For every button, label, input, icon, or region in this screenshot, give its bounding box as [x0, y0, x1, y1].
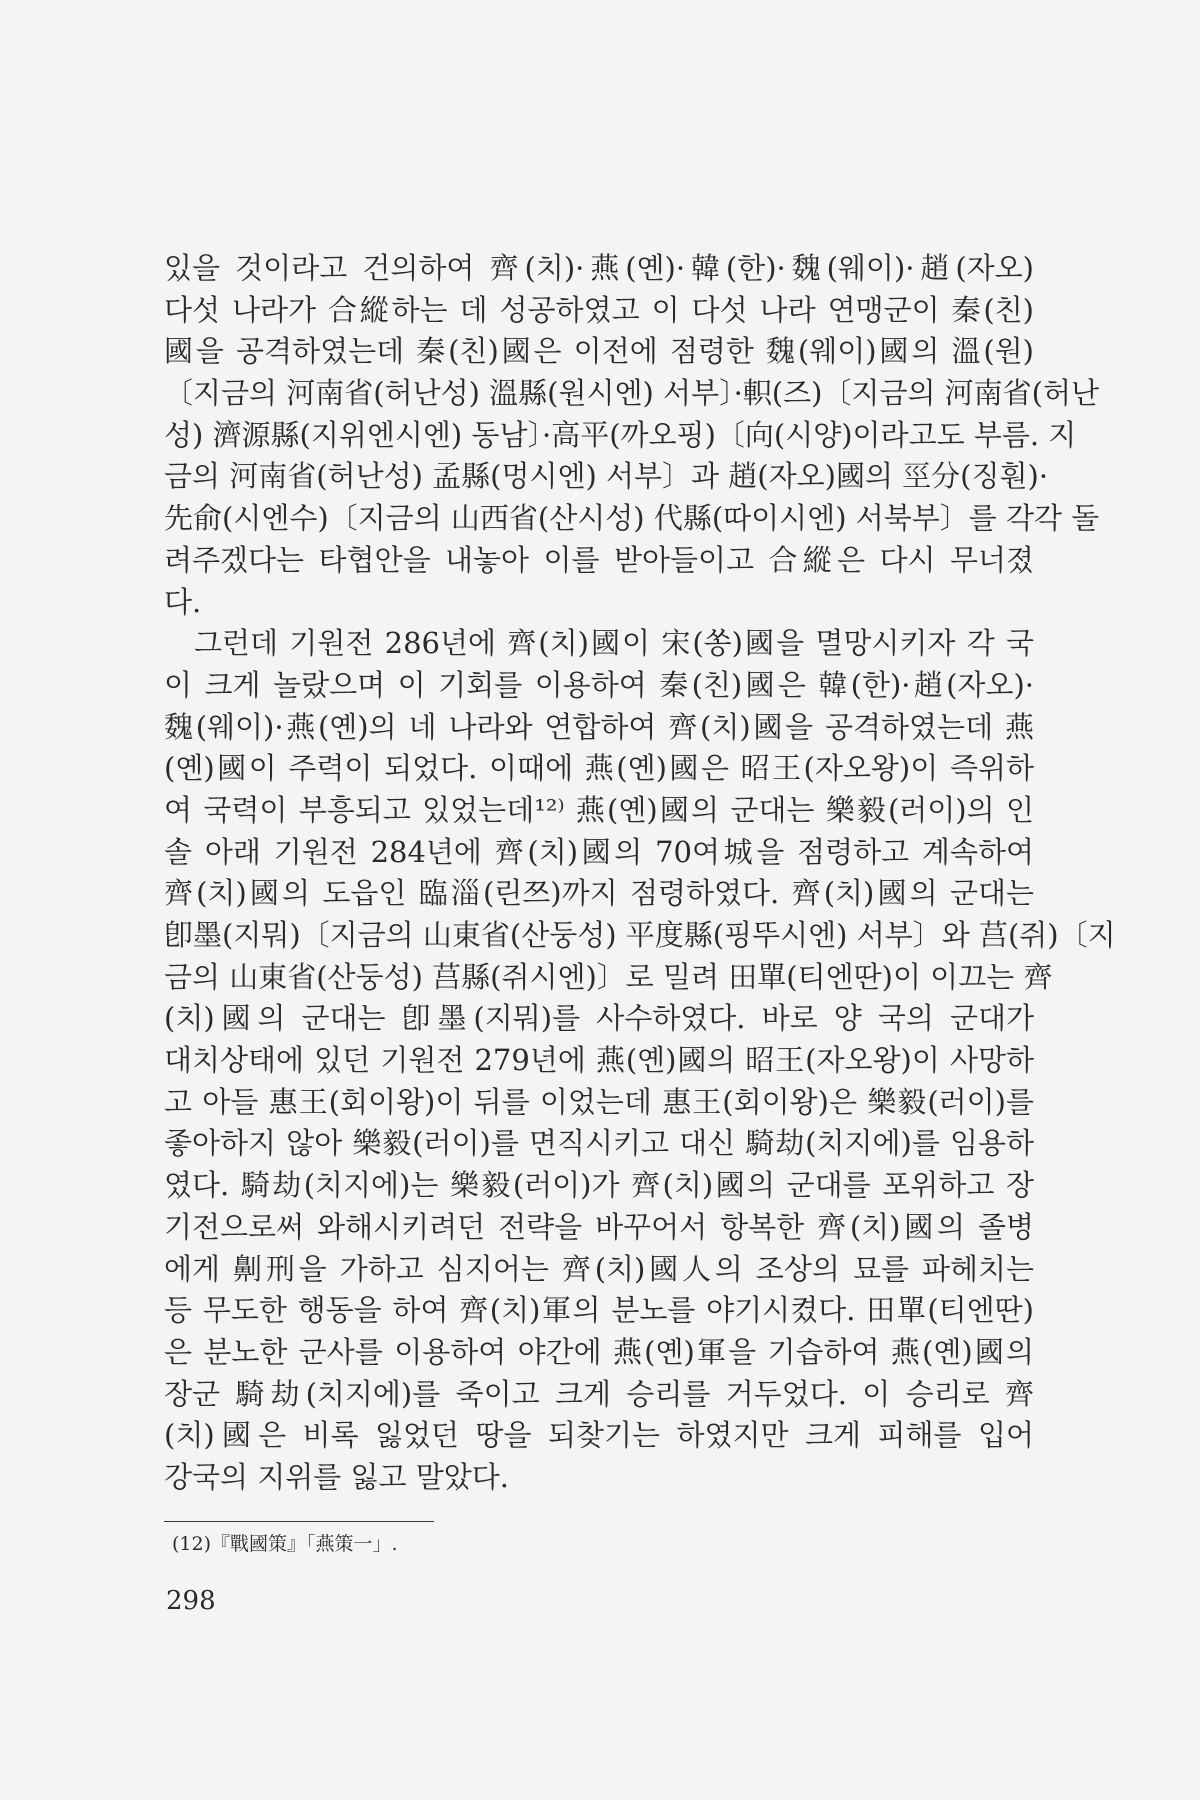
text-line: 금의 山東省(산둥성) 莒縣(쥐시엔)〕로 밀려 田單(티엔딴)이 이끄는 齊: [164, 959, 1053, 994]
paragraph-2: [164, 623, 1116, 1498]
footnote-divider: [164, 1521, 434, 1522]
text-line: 國을 공격하였는데 秦(친)國은 이전에 점령한 魏(웨이)國의 溫(원): [164, 334, 1034, 369]
text-line: 그런데 기원전 286년에 齊(치)國이 宋(쏭)國을 멸망시키자 각 국: [194, 626, 1034, 661]
text-line: 기전으로써 와해시키려던 전략을 바꾸어서 항복한 齊(치)國의 졸병: [164, 1209, 1034, 1244]
text-line: 卽墨(지뭐)〔지금의 山東省(산둥성) 平度縣(핑뚜시엔) 서부〕와 莒(쥐)〔지: [164, 918, 1116, 952]
text-line: 대치상태에 있던 기원전 279년에 燕(옌)國의 昭王(자오왕)이 사망하: [164, 1043, 1034, 1078]
text-line: (치)國은 비록 잃었던 땅을 되찾기는 하였지만 크게 피해를 입어: [164, 1418, 1034, 1453]
page-number: 298: [166, 1586, 216, 1616]
text-line: 있을 것이라고 건의하여 齊(치)·燕(옌)·韓(한)·魏(웨이)·趙(자오): [164, 251, 1034, 285]
text-line: 여 국력이 부흥되고 있었는데¹²⁾ 燕(옌)國의 군대는 樂毅(러이)의 인: [164, 792, 1034, 827]
text-line: 성) 濟源縣(지위엔시엔) 동남〕·高平(까오핑)〔向(시양)이라고도 부름. 지: [164, 417, 1077, 452]
footnote: (12)『戰國策』「燕策一」.: [172, 1532, 398, 1555]
text-line: 다.: [164, 584, 202, 619]
text-line: 강국의 지위를 잃고 말았다.: [164, 1459, 510, 1494]
text-line: 先俞(시엔수)〔지금의 山西省(산시성) 代縣(따이시엔) 서북부〕를 각각 돌: [164, 501, 1100, 536]
text-line: 齊(치)國의 도읍인 臨淄(린쯔)까지 점령하였다. 齊(치)國의 군대는: [164, 876, 1034, 911]
text-line: 에게 劓刑을 가하고 심지어는 齊(치)國人의 조상의 묘를 파헤치는: [164, 1251, 1034, 1286]
text-line: (옌)國이 주력이 되었다. 이때에 燕(옌)國은 昭王(자오왕)이 즉위하: [164, 751, 1034, 786]
text-line: 魏(웨이)·燕(옌)의 네 나라와 연합하여 齊(치)國을 공격하였는데 燕: [164, 709, 1034, 744]
text-line: 이 크게 놀랐으며 이 기회를 이용하여 秦(친)國은 韓(한)·趙(자오)·: [164, 667, 1034, 702]
text-line: 은 분노한 군사를 이용하여 야간에 燕(옌)軍을 기습하여 燕(옌)國의: [164, 1334, 1034, 1369]
page-body: [164, 248, 1116, 1558]
text-line: 고 아들 惠王(회이왕)이 뒤를 이었는데 惠王(회이왕)은 樂毅(러이)를: [164, 1084, 1034, 1119]
text-line: 장군 騎劫(치지에)를 죽이고 크게 승리를 거두었다. 이 승리로 齊: [164, 1376, 1034, 1411]
text-line: (치)國의 군대는 卽墨(지뭐)를 사수하였다. 바로 양 국의 군대가: [164, 1001, 1034, 1036]
text-line: 다섯 나라가 合縱하는 데 성공하였고 이 다섯 나라 연맹군이 秦(친): [164, 292, 1034, 327]
text-line: 려주겠다는 타협안을 내놓아 이를 받아들이고 合縱은 다시 무너졌: [164, 542, 1034, 577]
text-line: 좋아하지 않아 樂毅(러이)를 면직시키고 대신 騎劫(치지에)를 임용하: [164, 1126, 1034, 1161]
text-line: 등 무도한 행동을 하여 齊(치)軍의 분노를 야기시켰다. 田單(티엔딴): [164, 1293, 1034, 1328]
text-line: 금의 河南省(허난성) 孟縣(멍시엔) 서부〕과 趙(자오)國의 巠分(징훤)·: [164, 459, 1049, 494]
text-line: 솔 아래 기원전 284년에 齊(치)國의 70여城을 점령하고 계속하여: [164, 834, 1034, 869]
text-line: 〔지금의 河南省(허난성) 溫縣(원시엔) 서부〕·軹(즈)〔지금의 河南省(허난: [164, 376, 1100, 411]
text-line: 였다. 騎劫(치지에)는 樂毅(러이)가 齊(치)國의 군대를 포위하고 장: [164, 1168, 1034, 1203]
paragraph-1: [164, 248, 1100, 623]
